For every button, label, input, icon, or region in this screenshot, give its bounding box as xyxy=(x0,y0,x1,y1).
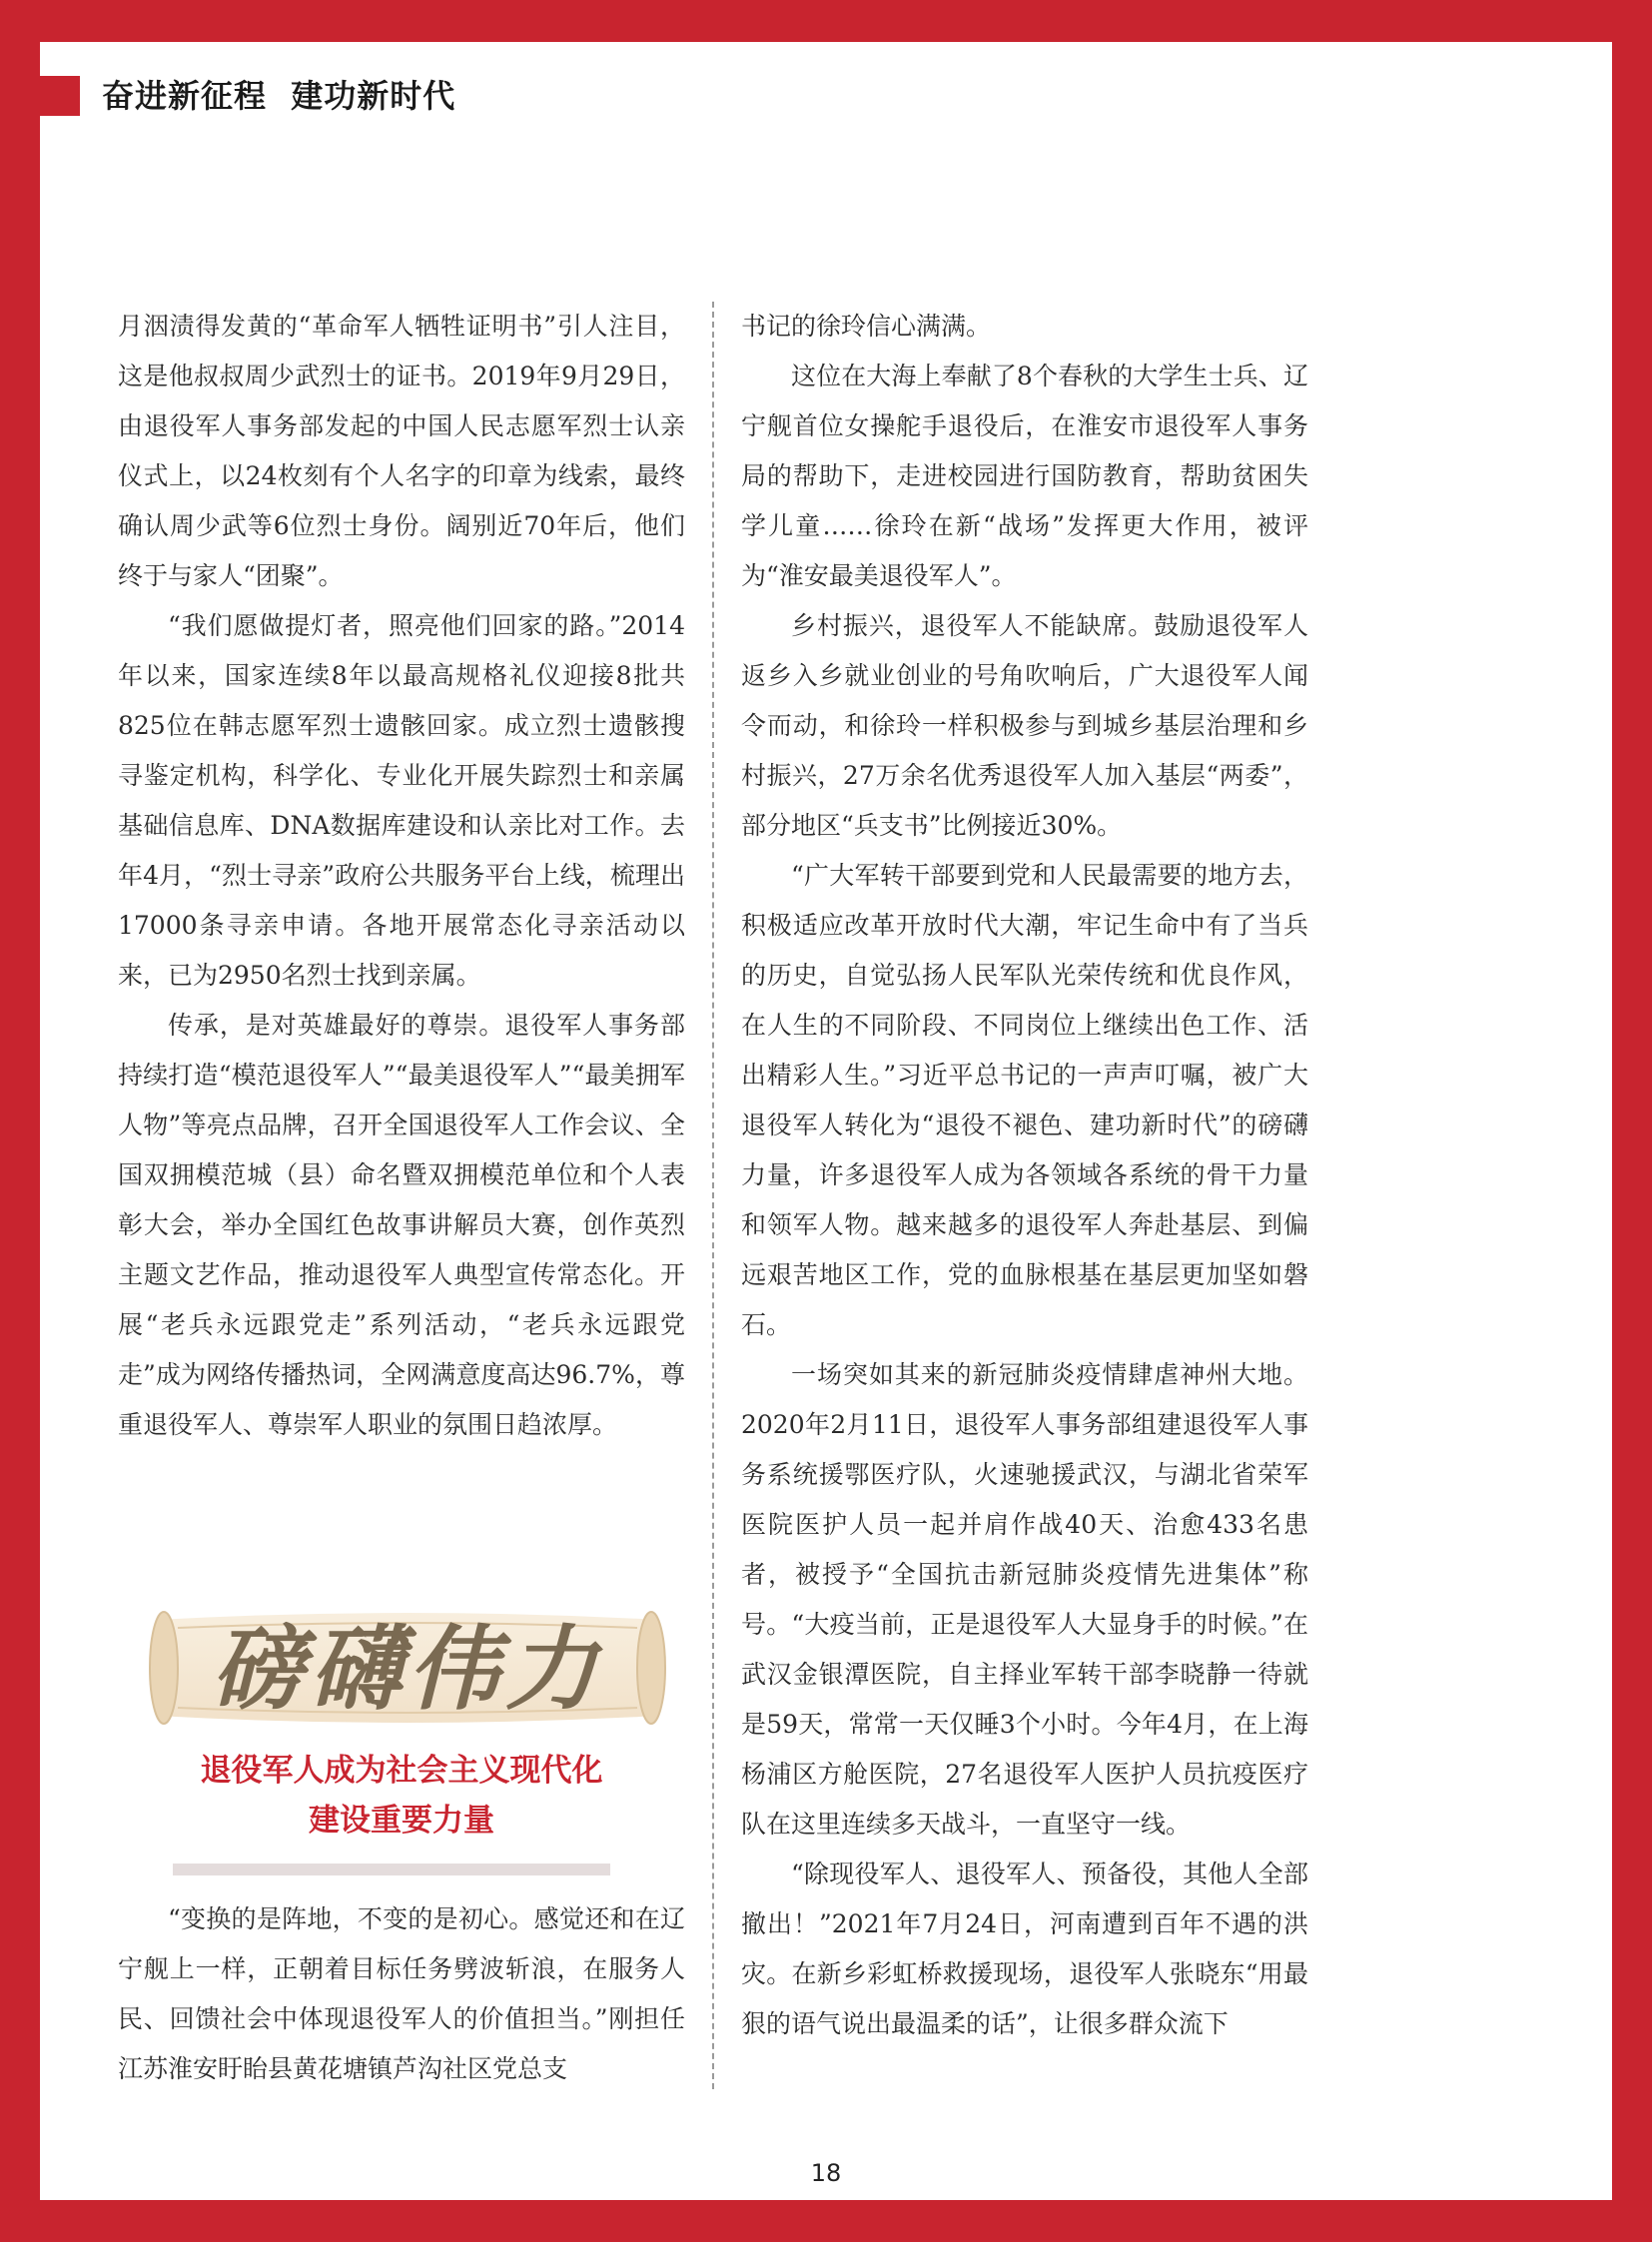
left-column xyxy=(118,302,685,1485)
paragraph: 这位在大海上奉献了8个春秋的大学生士兵、辽宁舰首位女操舵手退役后，在淮安市退役军人事务局的帮助下，走进校园进行国防教育，帮助贫困失学儿童……徐玲在新“战场”发挥更大作用，被评为“淮安最美退役军人”。 xyxy=(741,362,1308,590)
paragraph: 乡村振兴，退役军人不能缺席。鼓励退役军人返乡入乡就业创业的号角吹响后，广大退役军人闻令而动，和徐玲一样积极参与到城乡基层治理和乡村振兴，27万余名优秀退役军人加入基层“两委”，部分地区“兵支书”比例接近30%。 xyxy=(741,611,1308,840)
paragraph: “广大军转干部要到党和人民最需要的地方去，积极适应改革开放时代大潮，牢记生命中有了当兵的历史，自觉弘扬人民军队光荣传统和优良作风，在人生的不同阶段、不同岗位上继续出色工作、活出精彩人生。”习近平总书记的一声声叮嘱，被广大退役军人转化为“退役不褪色、建功新时代”的磅礴力量，许多退役军人成为各领域各系统的骨干力量和领军人物。越来越多的退役军人奔赴基层、到偏远艰苦地区工作，党的血脉根基在基层更加坚如磐石。 xyxy=(741,861,1308,1339)
page-frame-left xyxy=(0,0,40,2242)
paragraph: 传承，是对英雄最好的尊崇。退役军人事务部持续打造“模范退役军人”“最美退役军人”“最美拥军人物”等亮点品牌，召开全国退役军人工作会议、全国双拥模范城（县）命名暨双拥模范单位和个人表彰大会，举办全国红色故事讲解员大赛，创作英烈主题文艺作品，推动退役军人典型宣传常态化。开展“老兵永远跟党走”系列活动，“老兵永远跟党走”成为网络传播热词，全网满意度高达96.7%，尊重退役军人、尊崇军人职业的氛围日趋浓厚。 xyxy=(118,1011,685,1439)
section-banner xyxy=(138,1598,677,1738)
section-subtitle-line1: 退役军人成为社会主义现代化 xyxy=(200,1753,603,1789)
page-frame-right xyxy=(1612,0,1652,2242)
paragraph: 月洇渍得发黄的“革命军人牺牲证明书”引人注目，这是他叔叔周少武烈士的证书。2019年9月29日，由退役军人事务部发起的中国人民志愿军烈士认亲仪式上，以24枚刻有个人名字的印章为线索，最终确认周少武等6位烈士身份。阔别近70年后，他们终于与家人“团聚”。 xyxy=(118,312,685,590)
column-divider xyxy=(712,302,714,2089)
page-frame-bottom xyxy=(0,2200,1652,2242)
paragraph: “我们愿做提灯者，照亮他们回家的路。”2014年以来，国家连续8年以最高规格礼仪迎接8批共825位在韩志愿军烈士遗骸回家。成立烈士遗骸搜寻鉴定机构，科学化、专业化开展失踪烈士和亲属基础信息库、DNA数据库建设和认亲比对工作。去年4月，“烈士寻亲”政府公共服务平台上线，梳理出17000条寻亲申请。各地开展常态化寻亲活动以来，已为2950名烈士找到亲属。 xyxy=(118,611,685,990)
section-subtitle-line2: 建设重要力量 xyxy=(309,1803,494,1839)
paragraph: 一场突如其来的新冠肺炎疫情肆虐神州大地。2020年2月11日，退役军人事务部组建退役军人事务系统援鄂医疗队，火速驰援武汉，与湖北省荣军医院医护人员一起并肩作战40天、治愈433名患者，被授予“全国抗击新冠肺炎疫情先进集体”称号。“大疫当前，正是退役军人大显身手的时候。”在武汉金银潭医院，自主择业军转干部李晓静一待就是59天，常常一天仅睡3个小时。今年4月，在上海杨浦区方舱医院，27名退役军人医护人员抗疫医疗队在这里连续多天战斗，一直坚守一线。 xyxy=(741,1360,1308,1839)
header-marker xyxy=(40,76,80,116)
page-number: 18 xyxy=(810,2159,842,2187)
paragraph: “变换的是阵地，不变的是初心。感觉还和在辽宁舰上一样，正朝着目标任务劈波斩浪，在服务人民、回馈社会中体现退役军人的价值担当。”刚担任江苏淮安盱眙县黄花塘镇芦沟社区党总支 xyxy=(118,1904,685,2083)
right-column xyxy=(741,302,1308,2099)
paragraph: “除现役军人、退役军人、预备役，其他人全部撤出！”2021年7月24日，河南遭到百年不遇的洪灾。在新乡彩虹桥救援现场，退役军人张晓东“用最狠的语气说出最温柔的话”，让很多群众流下 xyxy=(741,1860,1308,2038)
paragraph: 书记的徐玲信心满满。 xyxy=(741,312,992,341)
left-column-bottom xyxy=(118,1894,685,2099)
subtitle-underline xyxy=(173,1864,610,1875)
page-header-title: 奋进新征程 建功新时代 xyxy=(102,77,456,115)
page-frame-top xyxy=(0,0,1652,42)
section-banner-title: 磅礴伟力 xyxy=(211,1615,603,1723)
